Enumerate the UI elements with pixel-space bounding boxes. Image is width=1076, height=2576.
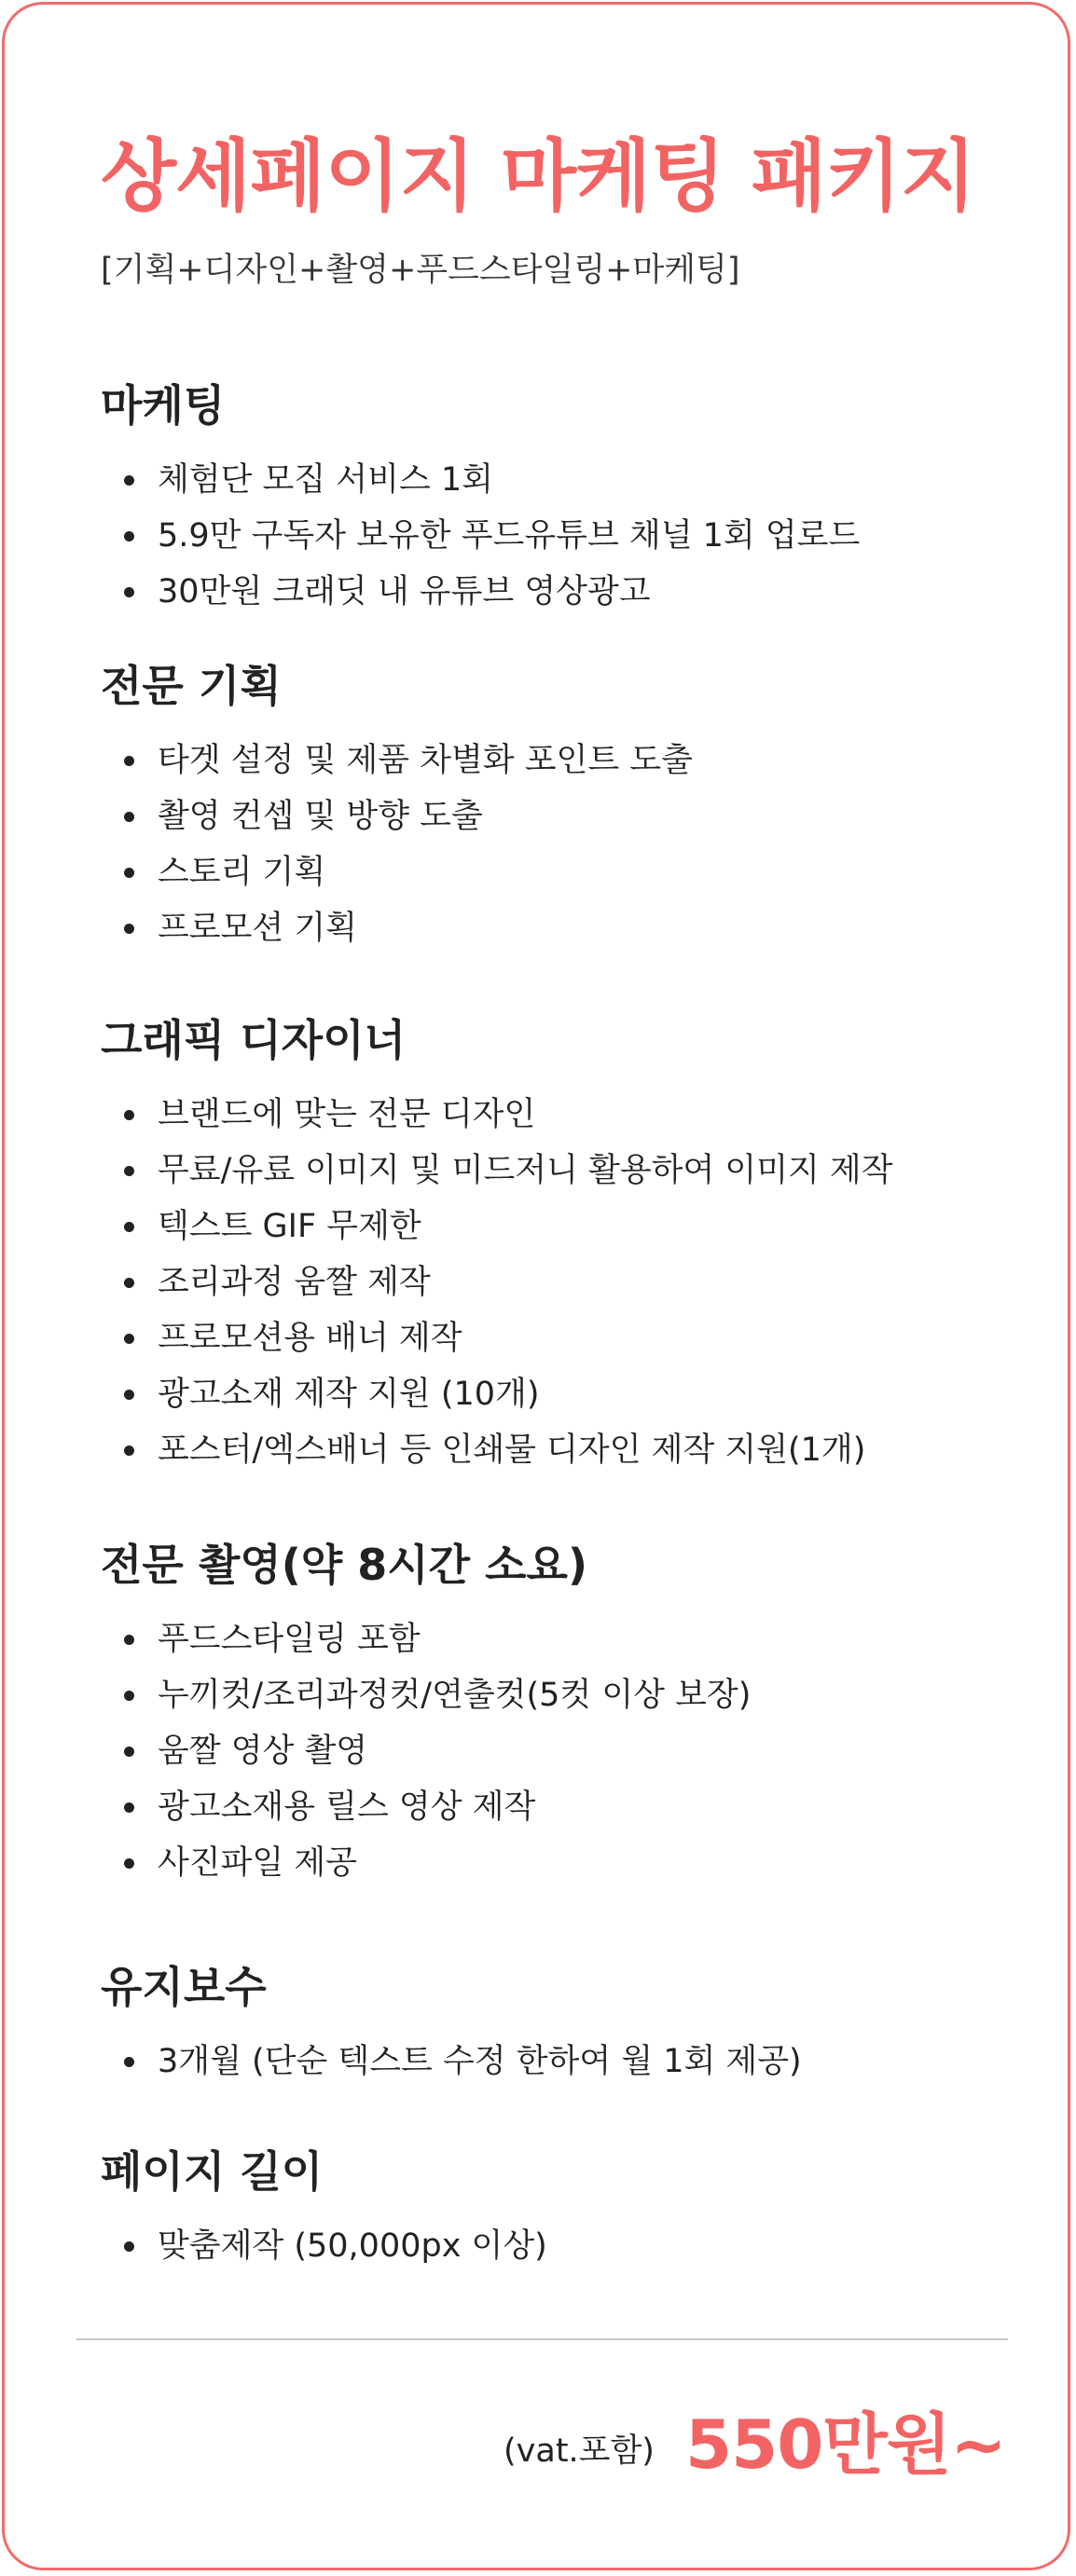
list-item-text: 3개월 (단순 텍스트 수정 한하여 월 1회 제공) [158,2043,802,2080]
bullet-icon [124,2241,134,2252]
list-item [101,1199,977,1254]
list-item-text: 프로모션 기획 [158,910,357,947]
list-item-text: 30만원 크래딧 내 유튜브 영상광고 [158,573,651,610]
section-heading: 유지보수 [101,1962,267,2012]
item-list [101,2218,977,2274]
list-item [101,1087,977,1143]
divider [76,2338,1008,2340]
list-item-text: 푸드스타일링 포함 [158,1621,421,1658]
section-heading: 그래픽 디자이너 [101,1015,407,1065]
list-item-text: 텍스트 GIF 무제한 [158,1208,421,1245]
item-list [101,1087,977,1478]
section-heading: 전문 촬영(약 8시간 소요) [101,1540,588,1590]
section-heading: 전문 기획 [101,661,282,711]
bullet-icon [124,1446,134,1456]
list-item-text: 광고소재용 릴스 영상 제작 [158,1788,536,1826]
list-item [101,508,977,564]
item-list [101,733,977,956]
list-item [101,1723,977,1779]
package-card [2,2,1070,2570]
list-item [101,788,977,844]
list-item [101,1422,977,1478]
list-item-text: 조리과정 움짤 제작 [158,1264,431,1301]
bullet-icon [124,475,134,486]
list-item-text: 포스터/엑스배너 등 인쇄물 디자인 제작 지원(1개) [158,1432,866,1469]
list-item-text: 타겟 설정 및 제품 차별화 포인트 도출 [158,742,693,779]
bullet-icon [124,1747,134,1757]
bullet-icon [124,812,134,822]
section-graphic-designer [101,1014,977,1478]
list-item-text: 5.9만 구독자 보유한 푸드유튜브 채널 1회 업로드 [158,517,861,555]
list-item [101,1667,977,1723]
section-page-length [101,2145,977,2274]
list-item [101,1254,977,1310]
bullet-icon [124,2057,134,2067]
list-item-text: 맞춤제작 (50,000px 이상) [158,2227,547,2265]
package-title: 상세페이지 마케팅 패키지 [101,130,976,222]
bullet-icon [124,1166,134,1176]
bullet-icon [124,1390,134,1400]
bullet-icon [124,1110,134,1120]
bullet-icon [124,1334,134,1344]
list-item-text: 스토리 기획 [158,854,326,891]
list-item [101,452,977,508]
list-item [101,1835,977,1891]
item-list [101,2034,977,2090]
list-item [101,1779,977,1835]
section-planning [101,660,977,956]
item-list [101,1611,977,1891]
bullet-icon [124,756,134,766]
bullet-icon [124,531,134,541]
section-heading: 페이지 길이 [101,2146,324,2197]
list-item [101,1611,977,1667]
list-item-text: 브랜드에 맞는 전문 디자인 [158,1096,536,1133]
list-item [101,1366,977,1422]
item-list [101,452,977,620]
bullet-icon [124,1858,134,1869]
list-item [101,1143,977,1199]
section-photography [101,1539,977,1891]
bullet-icon [124,1278,134,1288]
list-item [101,733,977,788]
list-item-text: 누끼컷/조리과정컷/연출컷(5컷 이상 보장) [158,1677,752,1714]
section-heading: 마케팅 [101,380,226,431]
bullet-icon [124,924,134,934]
section-marketing [101,379,977,620]
list-item [101,2034,977,2090]
list-item [101,564,977,620]
bullet-icon [124,1635,134,1645]
list-item-text: 무료/유료 이미지 및 미드저니 활용하여 이미지 제작 [158,1152,893,1189]
section-maintenance [101,1961,977,2090]
bullet-icon [124,1802,134,1813]
list-item-text: 촬영 컨셉 및 방향 도출 [158,798,483,835]
list-item-text: 움짤 영상 촬영 [158,1733,368,1770]
list-item-text: 광고소재 제작 지원 (10개) [158,1376,540,1413]
list-item [101,2218,977,2274]
bullet-icon [124,868,134,878]
list-item-text: 체험단 모집 서비스 1회 [158,461,493,499]
bullet-icon [124,1222,134,1232]
list-item [101,900,977,956]
list-item [101,844,977,900]
list-item-text: 프로모션용 배너 제작 [158,1320,462,1357]
bullet-icon [124,587,134,597]
price-value: 550만원~ [685,2405,1006,2484]
package-subtitle: [기획+디자인+촬영+푸드스타일링+마케팅] [101,252,740,289]
list-item [101,1310,977,1366]
price-vat-note: (vat.포함) [504,2432,655,2470]
list-item-text: 사진파일 제공 [158,1844,357,1882]
bullet-icon [124,1691,134,1701]
